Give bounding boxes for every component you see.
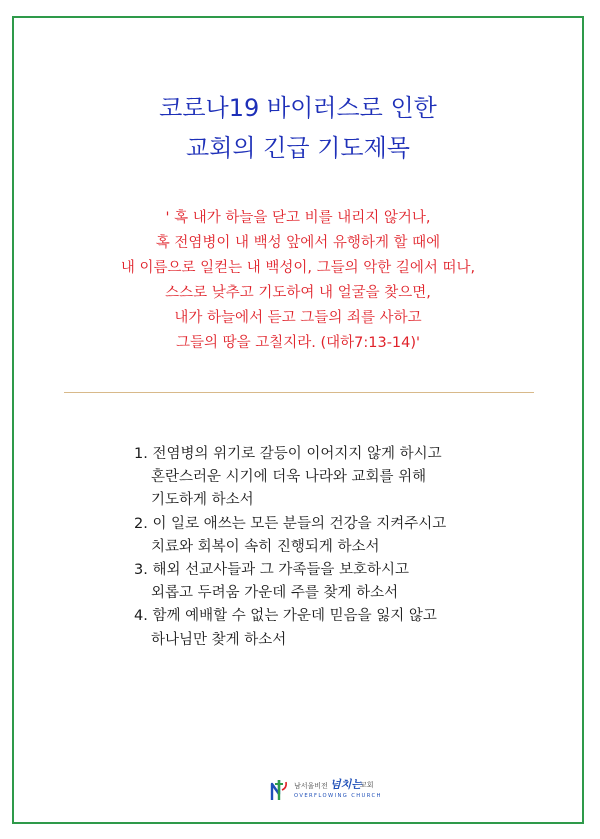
prayer-list bbox=[134, 443, 554, 652]
logo-small-text: 남서울비전 bbox=[294, 782, 328, 790]
verse-line-4: 스스로 낮추고 기도하여 내 얼굴을 찾으면, bbox=[165, 285, 431, 301]
logo-suffix: 교회 bbox=[360, 781, 374, 789]
verse-line-5: 내가 하늘에서 듣고 그들의 죄를 사하고 bbox=[174, 310, 422, 326]
prayer-1-line-3: 기도하게 하소서 bbox=[151, 492, 254, 509]
verse-line-6: 그들의 땅을 고칠지라. (대하7:13-14)' bbox=[175, 335, 421, 351]
page-frame bbox=[12, 16, 584, 824]
prayer-1-line-1: 1. 전염병의 위기로 갈등이 이어지지 않게 하시고 bbox=[134, 446, 442, 462]
prayer-1-line-2: 혼란스러운 시기에 더욱 나라와 교회를 위해 bbox=[151, 469, 427, 486]
title-line-1: 코로나19 바이러스로 인한 bbox=[159, 94, 437, 122]
prayer-3-line-1: 3. 해외 선교사들과 그 가족들을 보호하시고 bbox=[134, 562, 409, 579]
prayer-3-line-2: 외롭고 두려움 가운데 주를 찾게 하소서 bbox=[151, 585, 399, 602]
prayer-item-1 bbox=[134, 443, 554, 513]
scripture-verse bbox=[14, 206, 582, 356]
prayer-item-4 bbox=[134, 605, 554, 651]
prayer-2-line-1: 2. 이 일로 애쓰는 모든 분들의 건강을 지켜주시고 bbox=[134, 515, 447, 532]
church-logo-icon bbox=[268, 776, 290, 802]
church-logo bbox=[268, 776, 398, 802]
verse-line-2: 혹 전염병이 내 백성 앞에서 유행하게 할 때에 bbox=[155, 235, 441, 251]
logo-english-name: OVERFLOWING CHURCH bbox=[294, 793, 382, 799]
title-line-2: 교회의 긴급 기도제목 bbox=[186, 134, 410, 162]
section-divider bbox=[64, 392, 534, 393]
verse-line-1: ' 혹 내가 하늘을 닫고 비를 내리지 않거나, bbox=[165, 210, 431, 226]
logo-name: 넘치는 bbox=[330, 778, 362, 791]
verse-line-3: 내 이름으로 일컫는 내 백성이, 그들의 악한 길에서 떠나, bbox=[120, 260, 476, 276]
prayer-item-2 bbox=[134, 513, 554, 559]
prayer-item-3 bbox=[134, 559, 554, 605]
prayer-2-line-2: 치료와 회복이 속히 진행되게 하소서 bbox=[151, 538, 380, 555]
page-title bbox=[14, 88, 582, 168]
prayer-4-line-1: 4. 함께 예배할 수 없는 가운데 믿음을 잃지 않고 bbox=[134, 608, 437, 625]
prayer-4-line-2: 하나님만 찾게 하소서 bbox=[151, 631, 287, 648]
